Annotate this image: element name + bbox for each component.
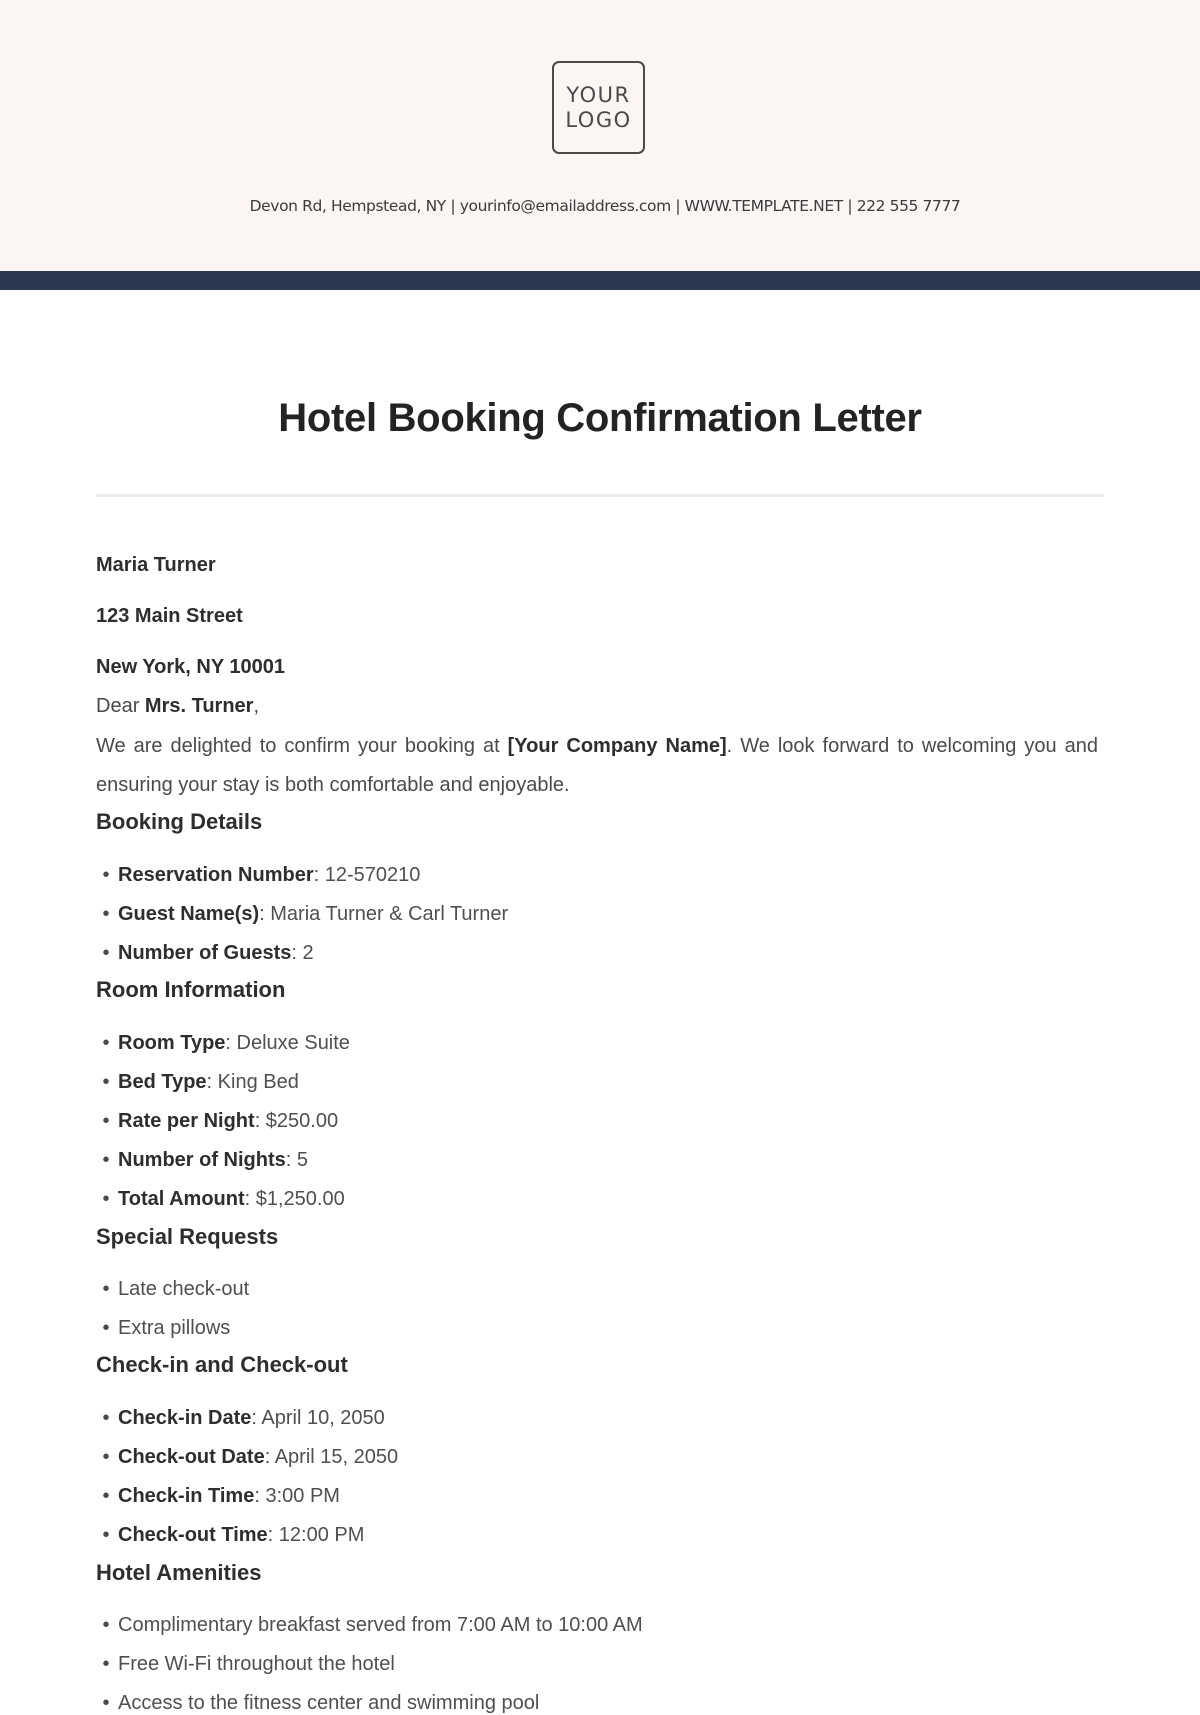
letterhead [0,0,1200,271]
item-label: Reservation Number [118,864,314,886]
section-heading-checkin: Check-in and Check-out [96,1352,348,1377]
bullet-icon: • [102,1032,110,1054]
item-text: Complimentary breakfast served from 7:00 AM to 10:00 AM [118,1614,643,1636]
list-item [96,1149,308,1172]
bullet-icon: • [102,1317,110,1339]
list-item [96,1188,345,1211]
item-text: Access to the fitness center and swimming pool [118,1692,540,1714]
logo-text-line2: LOGO [565,107,632,132]
list-item [96,903,508,926]
item-value: : Maria Turner & Carl Turner [259,903,509,925]
salutation-suffix: , [253,695,260,717]
intro-text-before: We are delighted to confirm your booking at [96,735,508,757]
list-item [96,1653,395,1676]
list-item [96,1485,340,1508]
bullet-icon: • [102,1614,110,1636]
bullet-icon: • [102,942,110,964]
bullet-icon: • [102,1653,110,1675]
section-heading-requests: Special Requests [96,1224,279,1249]
item-label: Guest Name(s) [118,903,260,925]
bullet-icon: • [102,1485,110,1507]
bullet-icon: • [102,903,110,925]
item-value: : King Bed [206,1071,299,1093]
list-item [96,1446,398,1469]
logo-placeholder [552,61,645,154]
list-item [96,942,314,965]
recipient-street: 123 Main Street [96,605,243,627]
list-item [96,1614,643,1637]
bullet-icon: • [102,1149,110,1171]
title-divider [96,494,1104,497]
salutation [96,695,259,718]
bullet-icon: • [102,1188,110,1210]
item-value: : 2 [291,942,314,964]
item-label: Number of Nights [118,1149,286,1171]
item-label: Check-in Time [118,1485,255,1507]
header-band [0,271,1200,290]
bullet-icon: • [102,1278,110,1300]
item-text: Extra pillows [118,1317,231,1339]
item-label: Total Amount [118,1188,245,1210]
logo-text-line1: YOUR [566,82,631,107]
bullet-icon: • [102,1071,110,1093]
intro-text-after: . We look forward to welcoming you and ensuring your stay is both comfortable and enjoyable. [96,735,1099,796]
item-label: Check-out Date [118,1446,265,1468]
item-value: : 12:00 PM [267,1524,365,1546]
recipient-city: New York, NY 10001 [96,656,286,678]
section-heading-amenities: Hotel Amenities [96,1560,262,1585]
recipient-name: Maria Turner [96,554,216,576]
page-title: Hotel Booking Confirmation Letter [278,396,922,440]
list-item [96,864,420,887]
item-text: Free Wi-Fi throughout the hotel [118,1653,395,1675]
list-item [96,1524,364,1547]
bullet-icon: • [102,1407,110,1429]
bullet-icon: • [102,1692,110,1714]
salutation-prefix: Dear [96,695,145,717]
list-item [96,1317,230,1340]
list-item [96,1407,385,1430]
item-label: Check-in Date [118,1407,252,1429]
item-label: Rate per Night [118,1110,255,1132]
item-value: : $250.00 [254,1110,339,1132]
list-item [96,1692,539,1715]
item-value: : April 10, 2050 [251,1407,385,1429]
item-label: Room Type [118,1032,226,1054]
item-value: : 12-570210 [313,864,421,886]
bullet-icon: • [102,1110,110,1132]
list-item [96,1110,338,1133]
item-value: : Deluxe Suite [225,1032,350,1054]
item-value: : $1,250.00 [244,1188,345,1210]
list-item [96,1071,299,1094]
salutation-name: Mrs. Turner [144,695,254,717]
section-heading-booking: Booking Details [96,809,263,834]
list-item [96,1032,350,1055]
item-value: : 5 [285,1149,309,1171]
list-item [96,1278,249,1301]
item-label: Bed Type [118,1071,207,1093]
bullet-icon: • [102,1524,110,1546]
bullet-icon: • [102,1446,110,1468]
item-value: : April 15, 2050 [264,1446,399,1468]
item-label: Number of Guests [118,942,292,964]
contact-info: Devon Rd, Hempstead, NY | yourinfo@emailaddress.com | WWW.TEMPLATE.NET | 222 555 7777 [249,197,961,215]
item-text: Late check-out [118,1278,250,1300]
bullet-icon: • [102,864,110,886]
item-label: Check-out Time [118,1524,268,1546]
company-name: [Your Company Name] [507,735,727,757]
intro-paragraph [96,727,1098,805]
section-heading-room: Room Information [96,977,286,1002]
item-value: : 3:00 PM [254,1485,340,1507]
